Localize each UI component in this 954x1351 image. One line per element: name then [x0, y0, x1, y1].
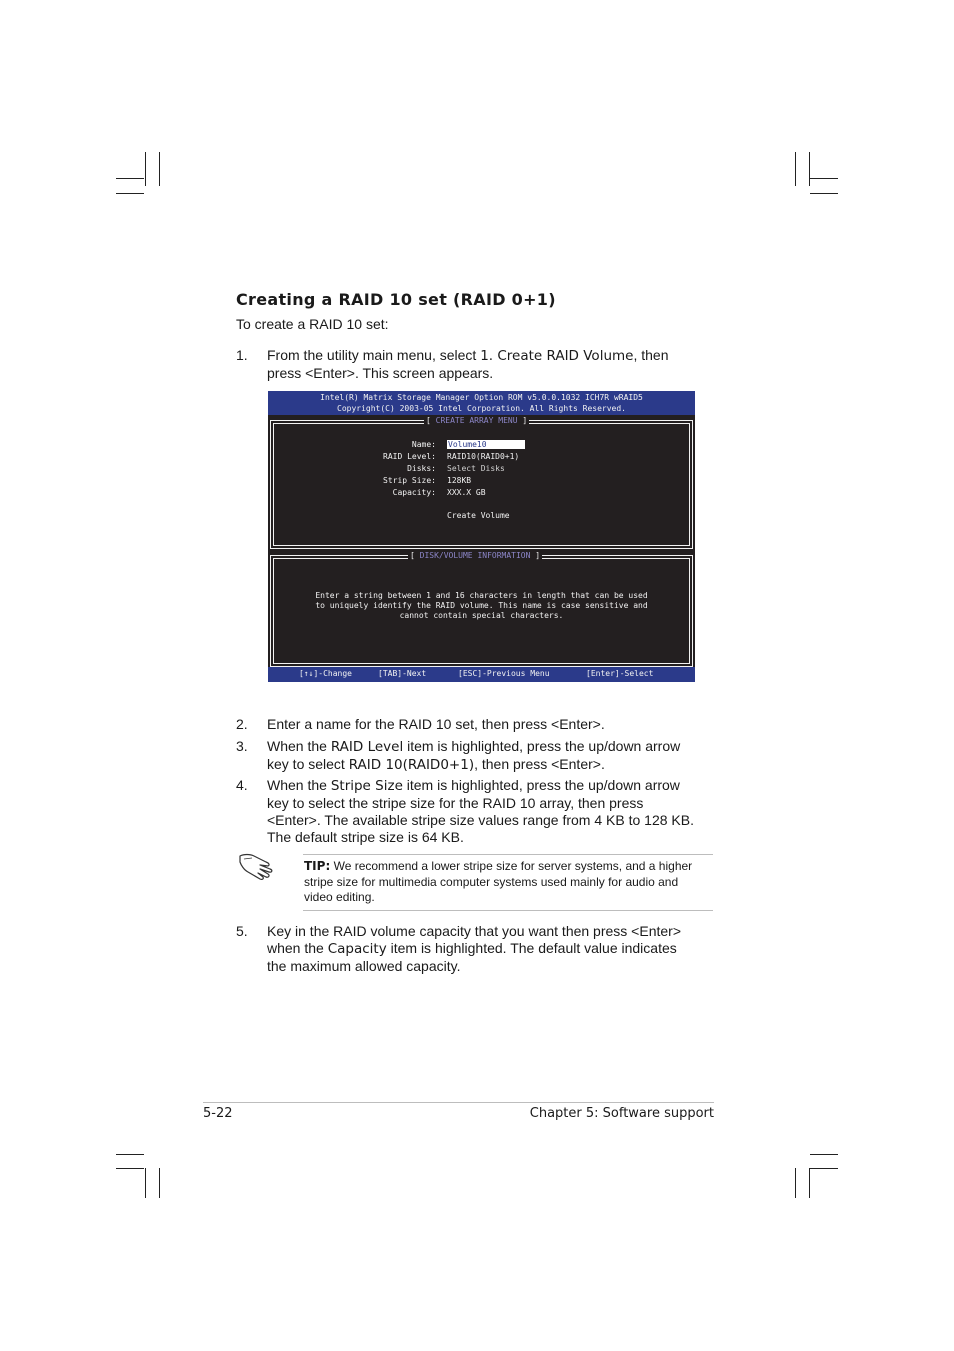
crop-mark [810, 1154, 838, 1155]
disk-info-title-text: DISK/VOLUME INFORMATION [419, 551, 531, 560]
chapter-title: Chapter 5: Software support [529, 1106, 714, 1121]
info-text [268, 591, 695, 621]
tip-top-rule [303, 854, 713, 855]
step-4-text [267, 777, 707, 846]
crop-mark [159, 152, 160, 186]
strip-size-value[interactable]: 128KB [447, 476, 472, 485]
step-1-text [267, 347, 707, 382]
raid-level-keyword: RAID Level [330, 739, 404, 755]
info-line: to uniquely identify the RAID volume. This name is case sensitive and [315, 601, 648, 610]
step-4-line3: <Enter>. The available stripe size values range from 4 KB to 128 KB. [267, 812, 694, 828]
footer-rule [203, 1102, 714, 1103]
field-label-capacity: Capacity: [392, 488, 436, 497]
tip-label: TIP: [304, 859, 331, 873]
crop-mark [116, 178, 144, 179]
info-line: Enter a string between 1 and 16 characters in length that can be used [315, 591, 648, 600]
step-3-line2-post: , then press <Enter>. [474, 756, 605, 772]
step-number: 2. [236, 716, 248, 732]
section-heading: Creating a RAID 10 set (RAID 0+1) [236, 290, 556, 309]
key-help-change: [↑↓]-Change [299, 669, 352, 678]
crop-mark [809, 1168, 810, 1198]
crop-mark [145, 152, 146, 186]
step-5-line2-pre: when the [267, 940, 328, 956]
step-3-mid: item is highlighted, press the up/down arrow [403, 738, 681, 754]
step-3-line2-pre: key to select [267, 756, 349, 772]
step-number: 4. [236, 777, 248, 793]
step-number: 3. [236, 738, 248, 754]
disks-value[interactable]: Select Disks [447, 464, 505, 473]
stripe-size-keyword: Stripe Size [330, 778, 403, 794]
create-volume-button[interactable]: Create Volume [447, 511, 510, 520]
page-number: 5-22 [203, 1106, 233, 1121]
capacity-value[interactable]: XXX.X GB [447, 488, 486, 497]
step-5-line1: Key in the RAID volume capacity that you want then press <Enter> [267, 923, 681, 939]
create-array-title-text: CREATE ARRAY MENU [435, 416, 518, 425]
bios-copyright-line: Copyright(C) 2003-05 Intel Corporation. All Rights Reserved. [337, 404, 626, 413]
tip-line: video editing. [304, 890, 375, 904]
bios-screenshot [268, 391, 695, 682]
step-1-line2: press <Enter>. This screen appears. [267, 365, 494, 381]
menu-keyword: 1. Create RAID Volume [480, 348, 634, 364]
crop-mark [116, 1154, 144, 1155]
step-3-pre: When the [267, 738, 331, 754]
step-3-text [267, 738, 707, 774]
info-line: cannot contain special characters. [399, 611, 564, 620]
step-2-text: Enter a name for the RAID 10 set, then press <Enter>. [267, 716, 605, 732]
raid10-keyword: RAID 10(RAID0+1) [348, 757, 475, 773]
step-1-pre: From the utility main menu, select [267, 347, 481, 363]
intro-text: To create a RAID 10 set: [236, 316, 389, 332]
tip-bottom-rule [303, 910, 713, 911]
step-1-post: , then [633, 347, 669, 363]
step-5-line2-post: item is highlighted. The default value indicates [386, 940, 677, 956]
bios-key-help [268, 667, 695, 682]
capacity-keyword: Capacity [327, 941, 387, 957]
crop-mark [116, 193, 144, 194]
disk-info-title: [ DISK/VOLUME INFORMATION ] [410, 551, 541, 560]
step-5-line3: the maximum allowed capacity. [267, 958, 461, 974]
bios-header-line: Intel(R) Matrix Storage Manager Option ROM v5.0.0.1032 ICH7R wRAID5 [320, 393, 643, 402]
crop-mark [159, 1168, 160, 1198]
crop-mark [810, 1168, 838, 1169]
key-help-select: [Enter]-Select [586, 669, 654, 678]
field-label-name: Name: [411, 440, 436, 449]
step-4-line4: The default stripe size is 64 KB. [267, 829, 464, 845]
crop-mark [810, 193, 838, 194]
step-4-line2: key to select the stripe size for the RAID 10 array, then press [267, 795, 644, 811]
key-help-previous: [ESC]-Previous Menu [458, 669, 550, 678]
raid-level-value[interactable]: RAID10(RAID0+1) [447, 452, 520, 461]
step-5-text [267, 923, 707, 975]
tip-line: stripe size for multimedia computer systems used mainly for audio and [304, 874, 679, 889]
hand-icon [238, 850, 278, 885]
crop-mark [795, 152, 796, 186]
crop-mark [145, 1168, 146, 1198]
step-number: 5. [236, 923, 248, 939]
crop-mark [809, 152, 810, 186]
field-label-raid-level: RAID Level: [383, 452, 436, 461]
create-array-title: [ CREATE ARRAY MENU ] [426, 416, 528, 425]
tip-line: We recommend a lower stripe size for server systems, and a higher [330, 859, 693, 873]
step-4-mid: item is highlighted, press the up/down arrow [402, 777, 680, 793]
crop-mark [795, 1168, 796, 1198]
tip-text [304, 859, 714, 906]
bios-header [268, 391, 695, 415]
crop-mark [810, 178, 838, 179]
crop-mark [116, 1168, 144, 1169]
name-input[interactable]: Volume10 [447, 440, 525, 449]
step-4-pre: When the [267, 777, 331, 793]
key-help-next: [TAB]-Next [378, 669, 427, 678]
step-number: 1. [236, 347, 248, 363]
field-label-disks: Disks: [407, 464, 436, 473]
field-label-strip-size: Strip Size: [383, 476, 436, 485]
